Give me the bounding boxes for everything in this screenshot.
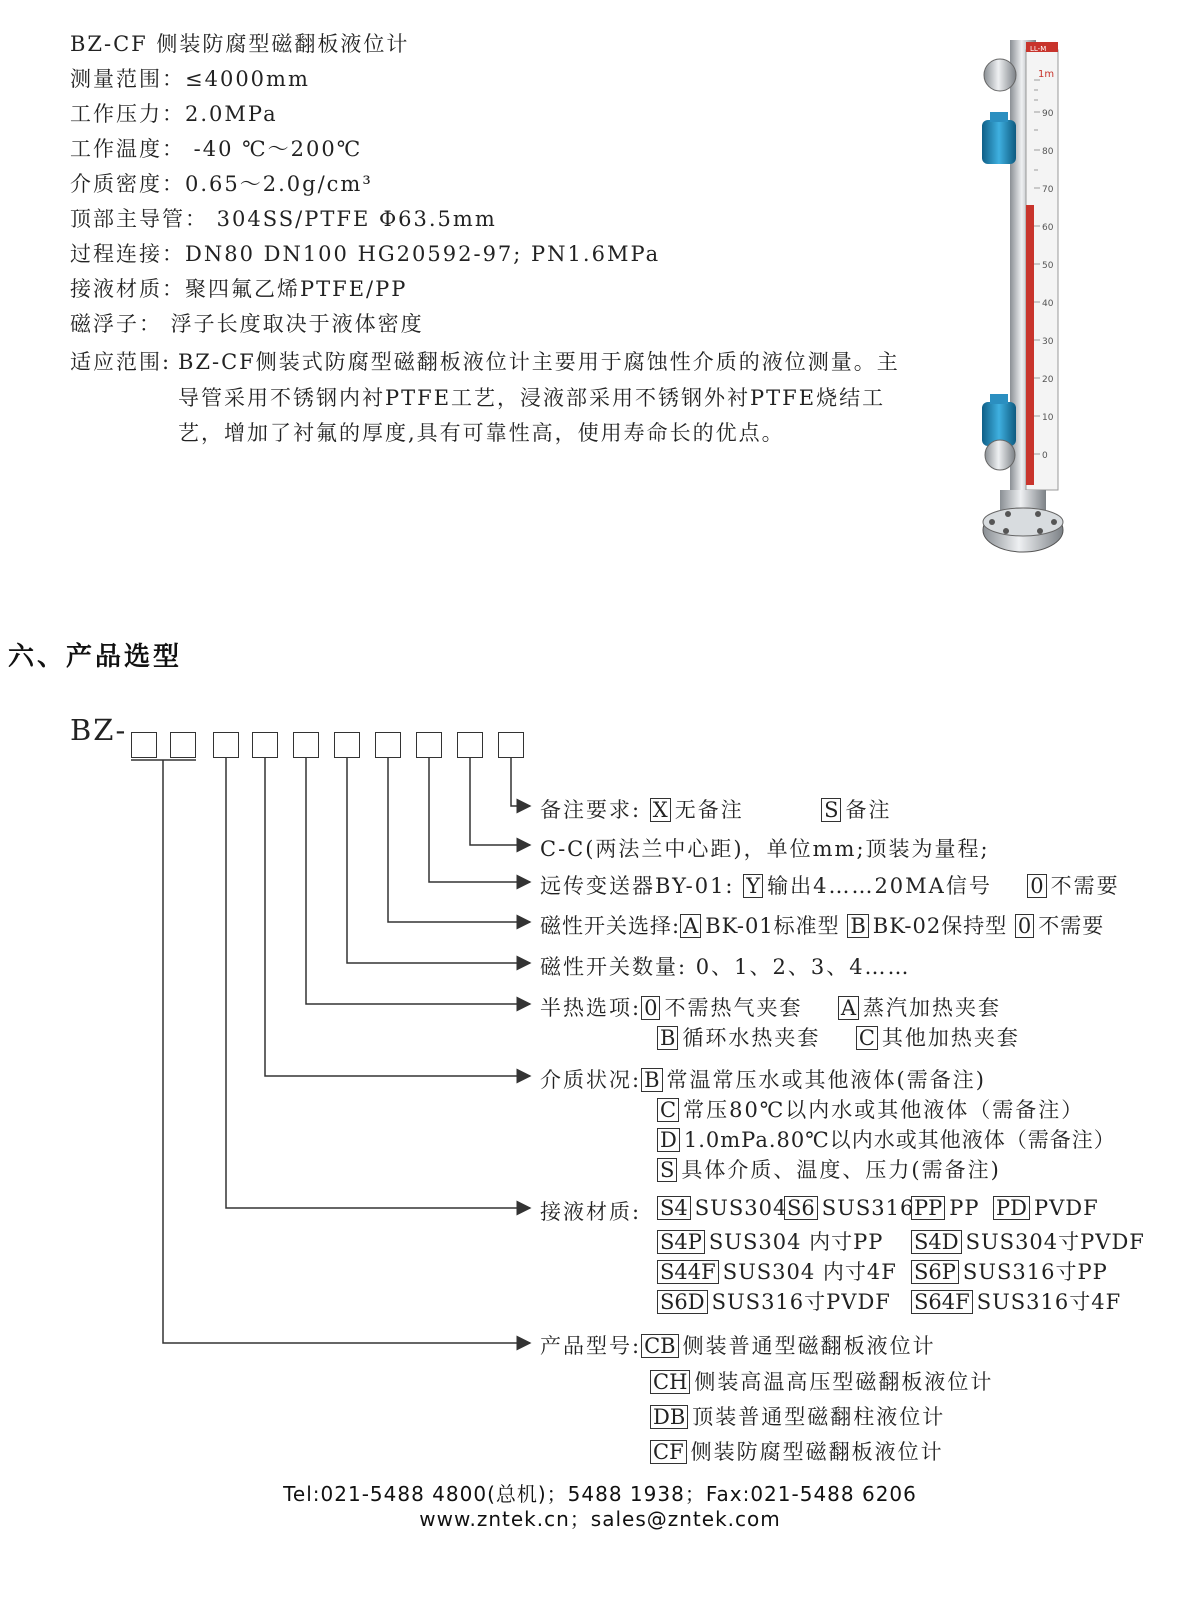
product-text-cb: 侧装普通型磁翻板液位计 xyxy=(682,1334,936,1358)
material-text-s4: SUS304 xyxy=(694,1196,788,1220)
contact-phone: Tel:021-5488 4800(总机)；5488 1938；Fax:021-5488 6206 xyxy=(283,1482,917,1506)
switch-type-text-0: 不需要 xyxy=(1038,914,1105,938)
medium-code-s: S xyxy=(657,1158,677,1182)
transmitter-text-0: 不需要 xyxy=(1050,874,1120,898)
scale-tick-20: 20 xyxy=(1042,375,1054,385)
product-text-ch: 侧装高温高压型磁翻板液位计 xyxy=(694,1370,994,1394)
medium-text-b: 常温常压水或其他液体(需备注) xyxy=(666,1068,986,1092)
material-opt-s4d xyxy=(911,1226,1145,1256)
material-text-pp: PP xyxy=(949,1196,980,1220)
option-switch-type xyxy=(540,910,1104,940)
spec-pressure: 工作压力：2.0MPa xyxy=(70,102,278,126)
scale-tick-90: 90 xyxy=(1042,109,1054,119)
medium-code-b: B xyxy=(641,1068,662,1092)
option-medium-row4 xyxy=(657,1154,1001,1184)
material-code-s4p: S4P xyxy=(657,1230,705,1254)
transmitter-label: 远传变送器BY-01: xyxy=(540,874,735,898)
heating-code-0: 0 xyxy=(641,996,660,1020)
option-heating-row1 xyxy=(540,992,1001,1022)
material-text-s6: SUS316 xyxy=(821,1196,915,1220)
spec-temperature: 工作温度： -40 ℃～200℃ xyxy=(70,137,363,161)
model-prefix: BZ- xyxy=(70,713,128,747)
switch-type-text-a: BK-01标准型 xyxy=(705,914,840,938)
material-text-pd: PVDF xyxy=(1033,1196,1099,1220)
material-code-s4: S4 xyxy=(657,1196,691,1220)
option-product-row1 xyxy=(540,1330,936,1360)
heating-text-b: 循环水热夹套 xyxy=(682,1026,821,1050)
switch-type-label: 磁性开关选择: xyxy=(540,914,681,938)
switch-type-code-a: A xyxy=(680,914,701,938)
remark-code-x: X xyxy=(650,798,671,822)
scale-tick-60: 60 xyxy=(1042,223,1054,233)
material-opt-s64f xyxy=(911,1286,1121,1316)
product-code-db: DB xyxy=(650,1405,688,1429)
section-title: 六、产品选型 xyxy=(8,642,183,672)
material-code-s64f: S64F xyxy=(911,1290,973,1314)
spec-density: 介质密度：0.65～2.0g/cm³ xyxy=(70,172,373,196)
scale-tick-30: 30 xyxy=(1042,337,1054,347)
product-code-ch: CH xyxy=(650,1370,690,1394)
scale-tick-80: 80 xyxy=(1042,147,1054,157)
material-text-s6d: SUS316寸PVDF xyxy=(711,1290,891,1314)
material-text-s4p: SUS304 内寸PP xyxy=(708,1230,884,1254)
product-code-cf: CF xyxy=(650,1440,687,1464)
remark-text-s: 备注 xyxy=(845,798,892,822)
material-opt-pd xyxy=(993,1196,1099,1220)
remark-code-s: S xyxy=(821,798,841,822)
material-code-s6d: S6D xyxy=(657,1290,708,1314)
plate-label: LL-M xyxy=(1030,45,1047,53)
application-label: 适应范围: xyxy=(70,350,172,374)
option-switch-qty: 磁性开关数量: 0、1、2、3、4…… xyxy=(540,955,911,979)
material-opt-s6 xyxy=(784,1196,914,1220)
option-medium-row2 xyxy=(657,1094,1084,1124)
heating-code-a: A xyxy=(838,996,859,1020)
material-opt-s4p xyxy=(657,1226,883,1256)
switch-type-text-b: BK-02保持型 xyxy=(872,914,1008,938)
scale-top-label: 1m xyxy=(1038,69,1055,80)
option-transmitter xyxy=(540,870,1120,900)
remark-text-x: 无备注 xyxy=(674,798,744,822)
material-text-s44f: SUS304 内寸4F xyxy=(722,1260,897,1284)
heating-text-c: 其他加热夹套 xyxy=(881,1026,1020,1050)
switch-type-code-0: 0 xyxy=(1015,914,1034,938)
heating-text-0: 不需热气夹套 xyxy=(664,996,803,1020)
medium-label: 介质状况: xyxy=(540,1068,642,1092)
option-remark xyxy=(540,794,891,824)
heating-text-a: 蒸汽加热夹套 xyxy=(863,996,1001,1020)
spec-float: 磁浮子： 浮子长度取决于液体密度 xyxy=(70,312,424,336)
product-code-cb: CB xyxy=(641,1334,679,1358)
material-text-s4d: SUS304寸PVDF xyxy=(965,1230,1145,1254)
option-product-row4 xyxy=(650,1436,944,1466)
material-opt-s44f xyxy=(657,1256,897,1286)
transmitter-text-y: 输出4……20MA信号 xyxy=(767,874,992,898)
option-medium-row1 xyxy=(540,1064,986,1094)
scale-tick-10: 10 xyxy=(1042,413,1054,423)
material-text-s64f: SUS316寸4F xyxy=(976,1290,1122,1314)
option-medium-row3 xyxy=(657,1124,1116,1154)
scale-tick-50: 50 xyxy=(1042,261,1054,271)
scale-tick-40: 40 xyxy=(1042,299,1054,309)
heating-code-c: C xyxy=(856,1026,878,1050)
transmitter-code-0: 0 xyxy=(1027,874,1046,898)
material-opt-pp xyxy=(911,1196,980,1220)
scale-tick-70: 70 xyxy=(1042,185,1054,195)
material-text-s6p: SUS316寸PP xyxy=(962,1260,1108,1284)
transmitter-code-y: Y xyxy=(743,874,763,898)
medium-text-c: 常压80℃以内水或其他液体（需备注） xyxy=(683,1098,1085,1122)
application-text: BZ-CF侧装式防腐型磁翻板液位计主要用于腐蚀性介质的液位测量。主导管采用不锈钢内衬PTFE工艺，浸液部采用不锈钢外衬PTFE烧结工艺，增加了衬氟的厚度,具有可靠性高，使用寿命长的优点。 xyxy=(178,350,900,445)
product-label: 产品型号: xyxy=(540,1334,642,1358)
option-cc: C-C(两法兰中心距)，单位mm;顶装为量程; xyxy=(540,837,990,861)
switch-type-code-b: B xyxy=(847,914,868,938)
medium-code-c: C xyxy=(657,1098,679,1122)
contact-web: www.zntek.cn；sales@zntek.com xyxy=(419,1507,781,1531)
spec-connection: 过程连接：DN80 DN100 HG20592-97; PN1.6MPa xyxy=(70,242,661,266)
material-code-pd: PD xyxy=(993,1196,1030,1220)
material-code-s6p: S6P xyxy=(911,1260,959,1284)
spec-main-pipe: 顶部主导管： 304SS/PTFE Φ63.5mm xyxy=(70,207,497,231)
material-opt-s6p xyxy=(911,1256,1108,1286)
option-product-row2 xyxy=(650,1366,993,1396)
material-opt-s4 xyxy=(657,1196,787,1220)
spec-material: 接液材质：聚四氟乙烯PTFE/PP xyxy=(70,277,408,301)
material-code-pp: PP xyxy=(911,1196,945,1220)
medium-code-d: D xyxy=(657,1128,680,1152)
material-code-s6: S6 xyxy=(784,1196,818,1220)
material-code-s44f: S44F xyxy=(657,1260,719,1284)
option-heating-row2 xyxy=(657,1022,1020,1052)
material-label: 接液材质: xyxy=(540,1200,642,1224)
medium-text-d: 1.0mPa.80℃以内水或其他液体（需备注） xyxy=(683,1128,1116,1152)
option-product-row3 xyxy=(650,1401,945,1431)
material-code-s4d: S4D xyxy=(911,1230,962,1254)
spec-title: BZ-CF 侧装防腐型磁翻板液位计 xyxy=(70,32,410,56)
heating-code-b: B xyxy=(657,1026,678,1050)
spec-range: 测量范围：≤4000mm xyxy=(70,67,310,91)
material-opt-s6d xyxy=(657,1286,891,1316)
scale-tick-0: 0 xyxy=(1042,451,1048,461)
remark-label: 备注要求: xyxy=(540,798,642,822)
heating-label: 半热选项: xyxy=(540,996,642,1020)
product-text-cf: 侧装防腐型磁翻板液位计 xyxy=(690,1440,944,1464)
medium-text-s: 具体介质、温度、压力(需备注) xyxy=(681,1158,1001,1182)
product-text-db: 顶装普通型磁翻柱液位计 xyxy=(692,1405,946,1429)
